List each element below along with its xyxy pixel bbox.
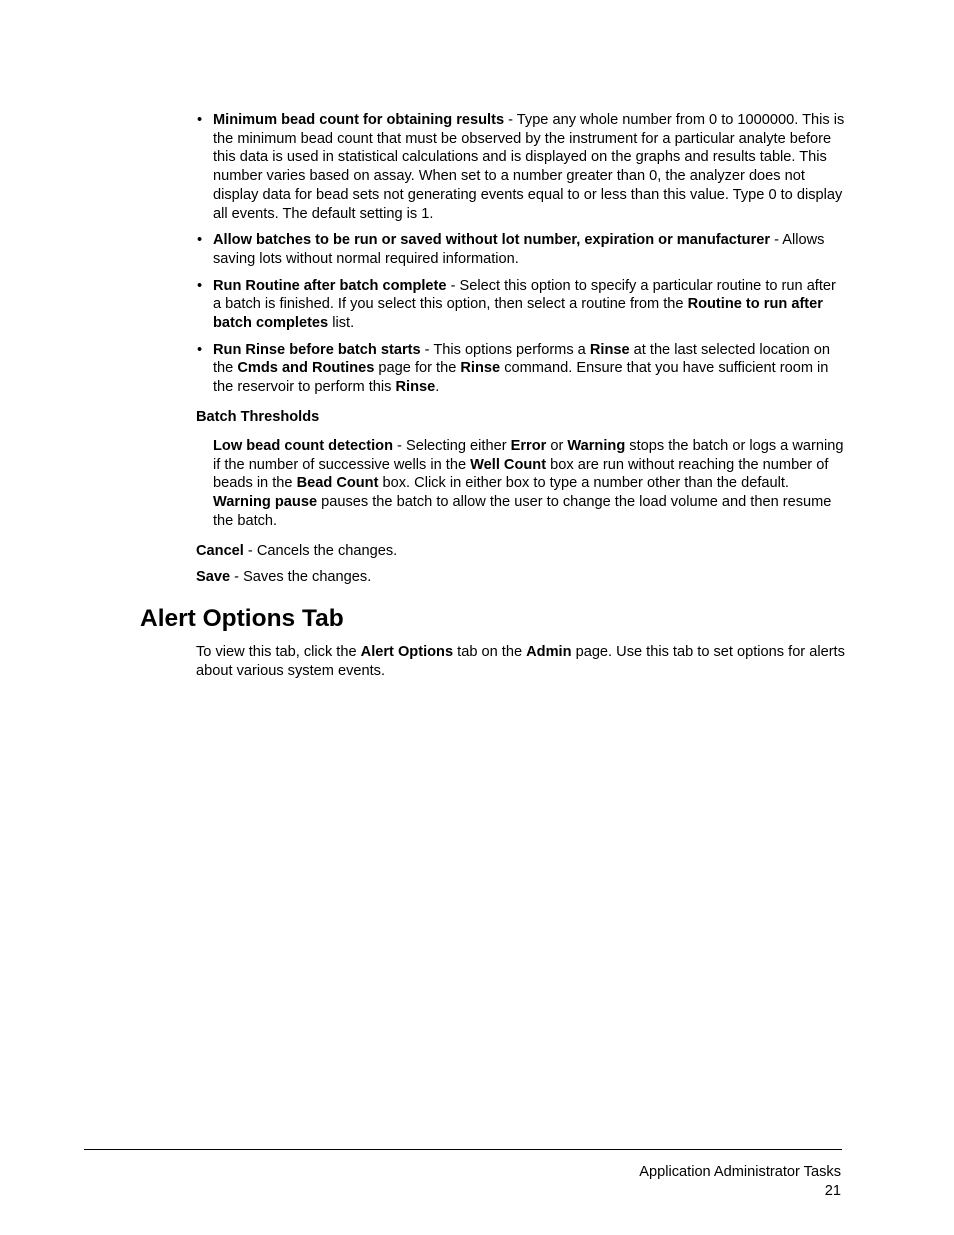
text-run: page. Use this tab to set options for alerts about various system events.	[196, 644, 845, 679]
batch-thresholds-heading: Batch Thresholds	[196, 409, 320, 425]
bold-run: Rinse	[395, 379, 436, 396]
text-run: page for the	[374, 360, 461, 377]
bullet-min-bead-count	[196, 111, 846, 223]
low-bead-count-paragraph	[213, 437, 846, 531]
bold-run: Admin	[526, 644, 572, 660]
cancel-description: Cancel - Cancels the changes.	[196, 543, 398, 559]
options-bullet-list	[196, 111, 846, 405]
text-run: - Select this option to specify a particular routine to run after a batch is finished. If you select this option, then select a routine from the	[213, 277, 836, 313]
bold-run: Minimum bead count for obtaining results	[213, 112, 505, 128]
save-description: Save - Saves the changes.	[196, 569, 372, 585]
page-footer	[639, 1163, 841, 1200]
footer-rule	[84, 1149, 842, 1150]
footer-title: Application Administrator Tasks	[639, 1164, 841, 1180]
text-run: - Selecting either	[393, 438, 511, 454]
text-run: - Type any whole number from 0 to 1000000. This is the minimum bead count that must be observed by the instrument for a particular analyte before this data is used in statistical calculations and is displayed on the graphs and results table. This number varies based on assay. When set to a number greater than 0, the analyzer does not display data for bead sets not generating events equal to or less than this value. Type 0 to display all events. The default setting is 1.	[213, 112, 845, 222]
bold-run: Error	[510, 438, 547, 454]
text-run: box are run without reaching the number of beads in the	[213, 456, 829, 492]
bold-run: Run Routine after batch complete	[213, 277, 447, 294]
bold-run: Low bead count detection	[213, 438, 393, 454]
page-number: 21	[824, 1182, 841, 1199]
bold-run: Rinse	[460, 360, 501, 377]
bold-run: Warning pause	[213, 494, 318, 511]
text-run: box. Click in either box to type a number other than the default.	[378, 475, 789, 492]
text-run: tab on the	[453, 644, 527, 660]
text-run: command. Ensure that you have sufficient room in the reservoir to perform this	[213, 360, 829, 396]
text-run: .	[435, 379, 440, 396]
text-run: at the last selected location on the	[213, 341, 830, 377]
bullet-allow-batches	[196, 231, 846, 268]
bold-run: Rinse	[589, 341, 630, 358]
bold-run: Bead Count	[296, 475, 379, 492]
bold-run: Cmds and Routines	[237, 360, 375, 377]
bold-run: Run Rinse before batch starts	[213, 341, 421, 358]
bold-run: Well Count	[470, 456, 547, 473]
bold-run: Alert Options	[360, 644, 454, 660]
bold-run: Warning	[567, 438, 626, 454]
bold-run: Routine to run after batch completes	[213, 296, 823, 332]
text-run: stops the batch or logs a warning if the number of successive wells in the	[213, 438, 844, 473]
text-run: - This options performs a	[420, 341, 590, 358]
bold-run: Allow batches to be run or saved without lot number, expiration or manufacturer	[213, 232, 771, 249]
text-run: pauses the batch to allow the user to change the load volume and then resume the batch.	[213, 494, 832, 529]
text-run: or	[546, 438, 568, 454]
text-run: To view this tab, click the	[196, 644, 361, 660]
text-run: - Allows saving lots without normal required information.	[213, 232, 825, 267]
section-title: Alert Options Tab	[140, 605, 344, 632]
intro-paragraph	[196, 643, 846, 680]
bullet-run-routine	[196, 277, 846, 333]
bullet-run-rinse	[196, 341, 846, 397]
text-run: list.	[328, 315, 355, 332]
